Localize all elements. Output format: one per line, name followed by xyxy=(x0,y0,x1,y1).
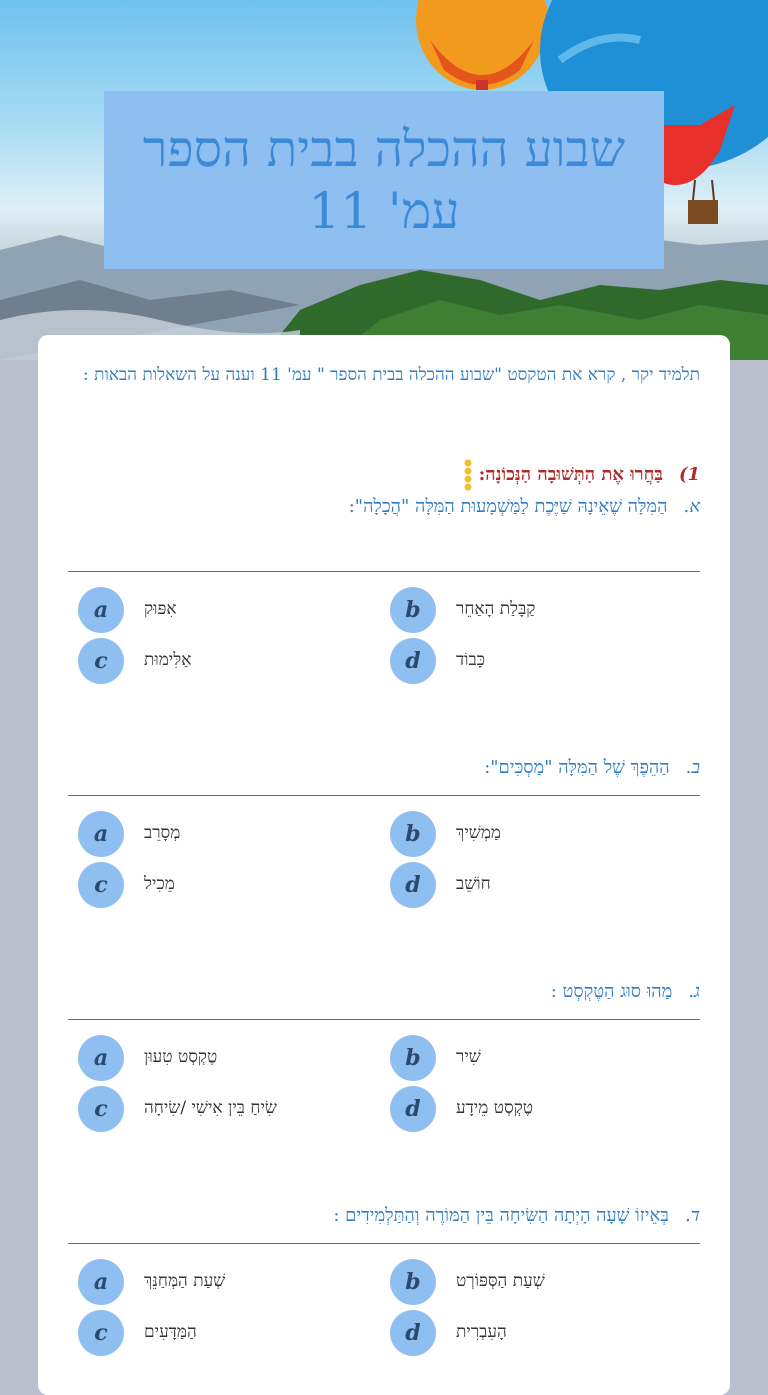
question-title xyxy=(333,1205,700,1226)
page-title: שבוע ההכלה בבית הספר עמ' 11 xyxy=(142,120,626,240)
divider xyxy=(68,1243,700,1244)
option-letter-badge: a xyxy=(78,1035,124,1081)
answer-option-b[interactable] xyxy=(390,587,690,633)
answer-option-a[interactable] xyxy=(78,1035,378,1081)
option-letter-badge: d xyxy=(390,1086,436,1132)
section-heading xyxy=(463,459,700,491)
option-text: אִפּוּק xyxy=(144,599,177,619)
question-title xyxy=(484,757,700,778)
divider xyxy=(68,571,700,572)
option-text: שִׂיחַ בֵּין אִישִׁי /שִׂיחָה xyxy=(144,1098,277,1118)
option-text: שִׁיר xyxy=(456,1047,481,1067)
answer-option-c[interactable] xyxy=(78,1310,378,1356)
question-title xyxy=(349,496,700,517)
question-number: א. xyxy=(683,496,700,517)
worksheet-card xyxy=(38,335,730,1395)
option-letter-badge: a xyxy=(78,587,124,633)
option-text: מְסָרֵב xyxy=(144,823,181,843)
question-text: בְּאֵיזוֹ שָׁעָה הָיְתָה הַשִּׂיחָה בֵּין הַמּוֹרֶה וְהַתַּלְמִידִים : xyxy=(333,1205,669,1226)
title-box xyxy=(104,91,664,269)
instructions-text: תלמיד יקר , קרא את הטקסט "שבוע ההכלה בבית הספר " עמ' 11 וענה על השאלות הבאות : xyxy=(82,365,700,385)
answer-option-b[interactable] xyxy=(390,1035,690,1081)
option-text: כָּבוֹד xyxy=(456,650,486,670)
option-letter-badge: a xyxy=(78,1259,124,1305)
option-letter-badge: c xyxy=(78,638,124,684)
option-letter-badge: b xyxy=(390,811,436,857)
option-letter-badge: d xyxy=(390,638,436,684)
question-number: ב. xyxy=(685,757,700,778)
question-title xyxy=(551,981,700,1002)
answer-option-d[interactable] xyxy=(390,1310,690,1356)
option-text: אַלִּימוּת xyxy=(144,650,192,670)
question-number: ד. xyxy=(684,1205,700,1226)
option-text: שְׁעַת הַסְּפּוֹרְט xyxy=(456,1271,545,1291)
answer-option-a[interactable] xyxy=(78,587,378,633)
option-text: הָעִבְרִית xyxy=(456,1322,507,1342)
answer-option-d[interactable] xyxy=(390,638,690,684)
answer-option-b[interactable] xyxy=(390,811,690,857)
question-number: ג. xyxy=(688,981,700,1002)
option-letter-badge: d xyxy=(390,862,436,908)
answer-option-a[interactable] xyxy=(78,811,378,857)
answer-option-b[interactable] xyxy=(390,1259,690,1305)
option-letter-badge: b xyxy=(390,587,436,633)
option-text: שְׁעַת הַמְּחַנֵּךְ xyxy=(144,1271,226,1291)
option-letter-badge: c xyxy=(78,862,124,908)
option-text: הַמַּדָּעִים xyxy=(144,1322,197,1342)
answer-option-c[interactable] xyxy=(78,862,378,908)
answer-option-a[interactable] xyxy=(78,1259,378,1305)
answer-option-d[interactable] xyxy=(390,862,690,908)
divider xyxy=(68,795,700,796)
option-letter-badge: c xyxy=(78,1310,124,1356)
question-text: הַהֵפֶךְ שֶׁל הַמִּלָּה "מַסְכִּים": xyxy=(484,757,670,778)
option-letter-badge: b xyxy=(390,1259,436,1305)
section-number: 1) xyxy=(678,464,700,485)
divider xyxy=(68,1019,700,1020)
question-text: מַהוּ סוּג הַטֶּקְסְט : xyxy=(550,981,673,1002)
option-letter-badge: b xyxy=(390,1035,436,1081)
question-text: הַמִּלָּה שֶׁאֵינָהּ שַׁיֶּכֶת לַמַּשְׁמָעוּת הַמִּלָּה "הֲכָלָה": xyxy=(348,496,668,517)
section-heading-text: בַּחֲרוּ אֶת הַתְּשׁוּבָה הַנְּכוֹנָה: xyxy=(478,464,663,485)
pointing-down-hand-icon xyxy=(463,459,473,491)
option-text: קַבָּלַת הָאַחֵר xyxy=(456,599,536,619)
option-text: טֶקְסְט טִעוּן xyxy=(144,1047,218,1067)
answer-option-c[interactable] xyxy=(78,1086,378,1132)
header-banner xyxy=(0,0,768,360)
option-letter-badge: c xyxy=(78,1086,124,1132)
option-letter-badge: a xyxy=(78,811,124,857)
option-text: חוֹשֵׁב xyxy=(456,874,491,894)
option-text: מֵכִיל xyxy=(144,874,175,894)
option-letter-badge: d xyxy=(390,1310,436,1356)
option-text: טֶקְסְט מֵידָע xyxy=(456,1098,534,1118)
answer-option-d[interactable] xyxy=(390,1086,690,1132)
answer-option-c[interactable] xyxy=(78,638,378,684)
option-text: מַמְשִׁיךְ xyxy=(456,823,501,843)
